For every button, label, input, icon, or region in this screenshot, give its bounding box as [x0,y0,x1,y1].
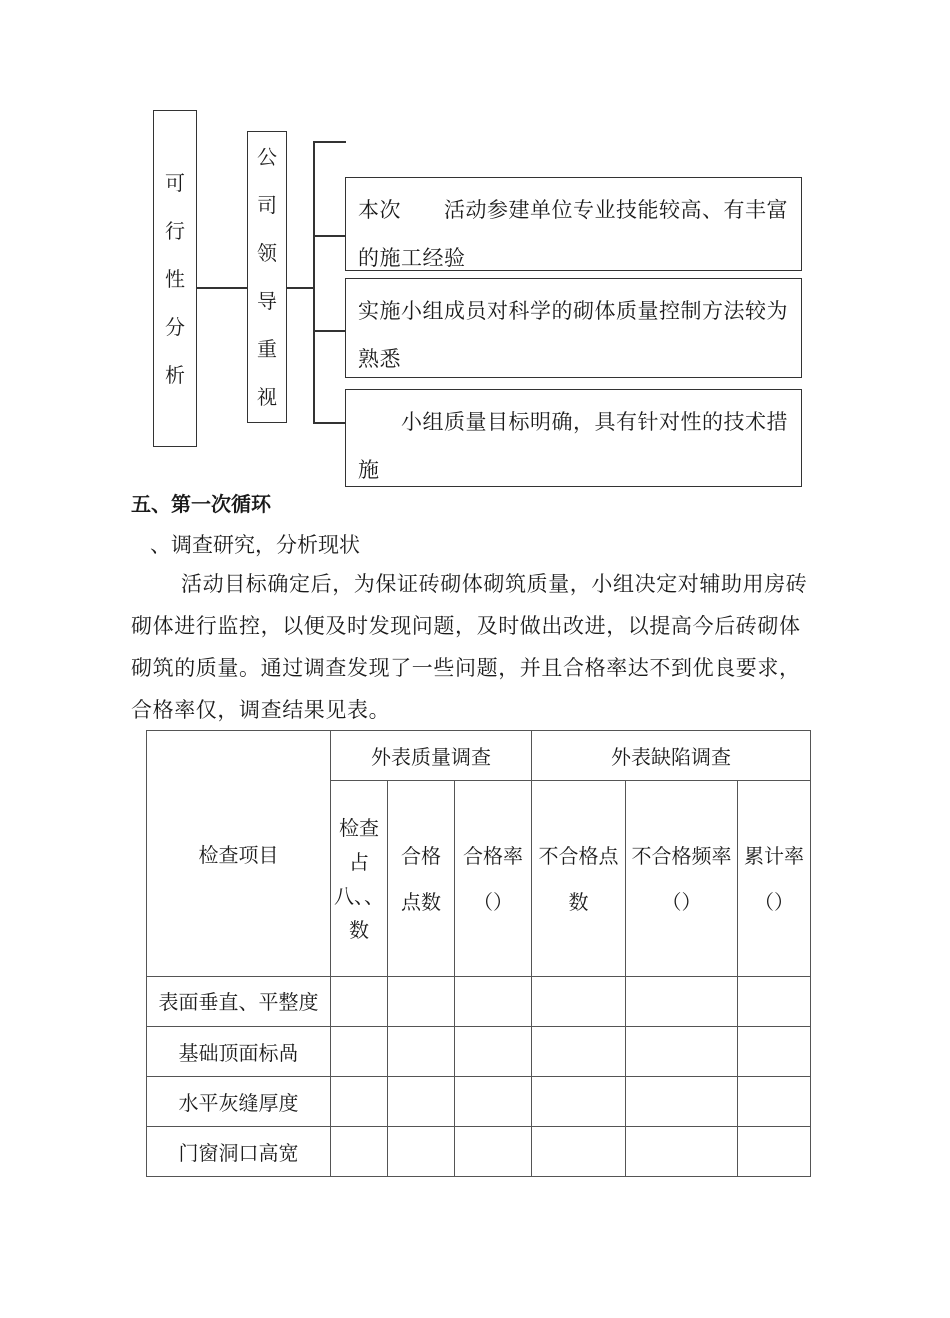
data-cell [331,1077,388,1127]
connector [313,330,346,332]
survey-table [146,730,811,1177]
connector [197,287,248,289]
column-header: 累计率（） [744,843,805,914]
data-cell [331,1027,388,1077]
group-header-cell [532,731,811,781]
column-header-cell [532,781,626,977]
reason-text: 小组质量目标明确，具有针对性的技术措施 [358,410,788,482]
row-label: 基础顶面标咼 [178,1041,299,1065]
item-header-cell [147,731,331,977]
data-cell [388,977,455,1027]
data-cell [626,977,738,1027]
reason-box [345,389,802,487]
data-cell [738,1077,811,1127]
bracket-vertical [313,141,315,423]
column-header: 不合格频率（） [631,843,732,914]
section-paragraph: 活动目标确定后，为保证砖砌体砌筑质量，小组决定对辅助用房砖砌体进行监控，以便及时发现问题，及时做出改进，以提高今后砖砌体砌筑的质量。通过调查发现了一些问题，并且合格率达不到优良要求，合格率仅，调查结果见表。 [131,572,808,722]
data-cell [388,1027,455,1077]
group-header: 外表质量调查 [371,745,491,769]
data-cell [738,1127,811,1177]
data-cell [626,1077,738,1127]
data-cell [455,1027,532,1077]
bracket-top [313,141,346,143]
reason-text: 实施小组成员对科学的砌体质量控制方法较为熟悉 [358,299,788,371]
data-cell [532,977,626,1027]
data-cell [388,1127,455,1177]
table-row [147,1077,811,1127]
middle-node-label: 公司领导重视 [257,145,277,409]
column-header: 合格率（） [463,843,523,914]
data-cell [532,1127,626,1177]
row-label: 表面垂直、平整度 [158,989,319,1014]
connector [313,235,346,237]
row-label-cell [147,1127,331,1177]
connector [313,422,346,424]
reason-box [345,278,802,378]
reason-box [345,177,802,271]
data-cell [455,977,532,1027]
row-label: 门窗洞口高宽 [178,1141,299,1165]
data-cell [388,1077,455,1127]
middle-node [247,131,287,423]
connector [287,287,314,289]
data-cell [626,1027,738,1077]
data-cell [738,977,811,1027]
column-header-cell [738,781,811,977]
table-row [147,977,811,1027]
data-cell [331,977,388,1027]
section-heading: 五、第一次循环 [131,492,271,516]
column-header-cell [455,781,532,977]
column-header: 合格点数 [401,843,441,914]
data-cell [331,1127,388,1177]
data-cell [455,1077,532,1127]
data-cell [738,1027,811,1077]
item-header: 检查项目 [198,843,279,867]
data-cell [532,1027,626,1077]
group-header: 外表缺陷调查 [611,745,732,769]
group-header-cell [331,731,532,781]
data-cell [532,1077,626,1127]
column-header-cell [388,781,455,977]
table-row [147,1127,811,1177]
row-label-cell [147,1027,331,1077]
row-label-cell [147,1077,331,1127]
column-header: 不合格点数 [538,843,619,914]
column-header-cell [331,781,388,977]
table-row [147,1027,811,1077]
root-node-label: 可行性分析 [165,170,185,387]
data-cell [626,1127,738,1177]
column-header-cell [626,781,738,977]
root-node [153,110,197,447]
section-subheading: 、调查研究，分析现状 [150,533,360,557]
reason-text: 本次 活动参建单位专业技能较高、有丰富的施工经验 [358,198,788,270]
row-label-cell [147,977,331,1027]
row-label: 水平灰缝厚度 [178,1091,299,1115]
data-cell [455,1127,532,1177]
column-header: 检查占八、、数 [334,815,384,942]
